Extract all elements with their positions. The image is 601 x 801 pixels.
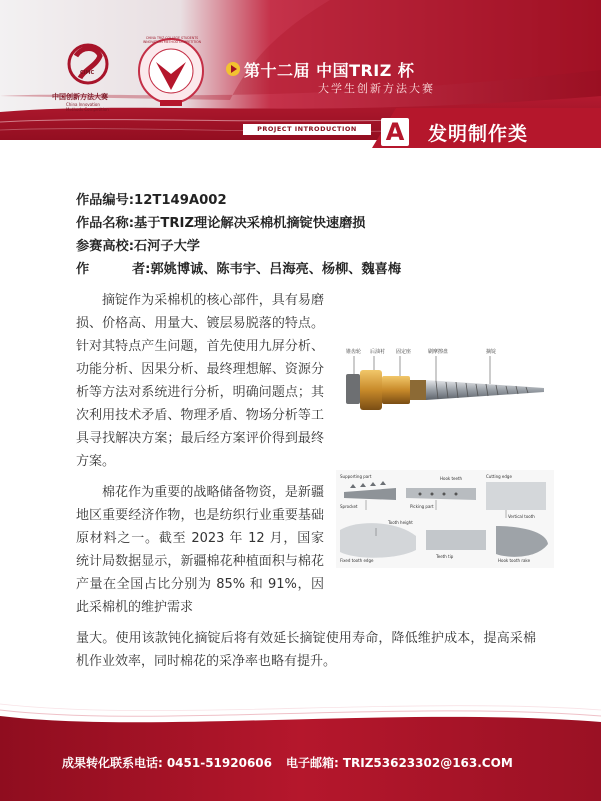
- email-address: TRIZ53623302@163.COM: [342, 756, 513, 770]
- project-name: 作品名称:基于TRIZ理论解决采棉机摘锭快速磨损: [76, 216, 366, 231]
- diagram-label-cutting-edge: Cutting edge: [486, 474, 512, 479]
- spindle-label-mount: 固定座: [396, 349, 412, 355]
- project-authors-row: [76, 258, 536, 281]
- category-label: 发明制作类: [428, 123, 529, 145]
- paragraph-1: 摘锭作为采棉机的核心部件，具有易磨损、价格高、用量大、镀层易脱落的特点。针对其特点产生问题，首先使用九屏分析、功能分析、因果分析、最终理想解、资源分析等方法对系统进行分析，明确问题点；其次利用技术矛盾、物理矛盾、物场分析等工具寻找解决方案；最后经方案评价得到最终方案。: [76, 293, 324, 469]
- page-header: [0, 0, 601, 148]
- paragraph-3: 量大。使用该款钝化摘锭后将有效延长摘锭使用寿命，降低维护成本，提高采棉机作业效率，同时棉花的采净率也略有提升。: [76, 631, 536, 669]
- category-letter-badge: A: [381, 118, 409, 146]
- contest-subtitle: 大学生创新方法大赛: [318, 82, 435, 95]
- phone-number: 0451-51920606: [166, 756, 272, 770]
- project-intro-label: PROJECT INTRODUCTION: [243, 124, 371, 135]
- project-authors: 郭姚博诚、陈韦宇、吕海亮、杨柳、魏喜梅: [150, 262, 402, 277]
- footer-background: [0, 700, 601, 801]
- diagram-label-hook-teeth: Hook teeth: [440, 476, 463, 481]
- spindle-diagram: [336, 470, 554, 568]
- project-info: [76, 189, 536, 281]
- left-logo-subtitle: China Innovation Methods Competition: [66, 102, 109, 112]
- diagram-label-fixed-tooth-edge: Fixed tooth edge: [340, 558, 374, 563]
- play-icon: [226, 62, 240, 76]
- spindle-label-spindle: 摘锭: [486, 349, 497, 355]
- project-school: 参赛高校:石河子大学: [76, 239, 200, 254]
- right-logo-ring-text: CHINA TRIZ COLLEGE STUDENTS INNOVATION METHOD COMPETITION: [142, 36, 202, 44]
- spindle-label-bevel-gear: 锥齿轮: [346, 349, 362, 355]
- diagram-label-tooth-height: Tooth height: [388, 520, 413, 525]
- project-number: 作品编号:12T149A002: [76, 193, 227, 208]
- author-label-suffix: 者:: [132, 262, 151, 277]
- diagram-label-supporting-part: Supporting part: [340, 474, 372, 479]
- phone-label: 成果转化联系电话:: [62, 756, 163, 770]
- author-label-char: 作: [76, 262, 90, 277]
- diagram-label-sprocket: Sprocket: [340, 504, 358, 509]
- diagram-label-picking-part: Picking part: [410, 504, 434, 509]
- diagram-label-vertical-tooth: Vertical tooth: [508, 514, 535, 519]
- email-label: 电子邮箱:: [286, 756, 339, 770]
- left-logo-title: 中国创新方法大赛: [52, 93, 108, 101]
- page-footer: [0, 700, 601, 801]
- spindle-figure: [340, 336, 546, 436]
- paragraph-2: 棉花作为重要的战略储备物资，是新疆地区重要经济作物，也是纺织行业重要基础原材料之一。截至 2023 年 12 月，国家统计局数据显示，新疆棉花种植面积与棉花产量在全国占比分别为 85% 和 91%，因此采棉机的维护需求: [76, 485, 324, 615]
- footer-contact: [62, 754, 527, 771]
- diagram-label-teeth-tip: Teeth tip: [436, 554, 454, 559]
- diagram-label-hook-tooth-rake: Hook tooth rake: [498, 558, 531, 563]
- contest-title: 第十二届 中国TRIZ 杯: [244, 61, 415, 80]
- left-logo-badge: CIMC: [80, 70, 95, 76]
- spindle-label-friction-disc: 刷摩擦盘: [428, 349, 449, 355]
- spindle-label-rear-bushing: 后油衬: [370, 349, 386, 355]
